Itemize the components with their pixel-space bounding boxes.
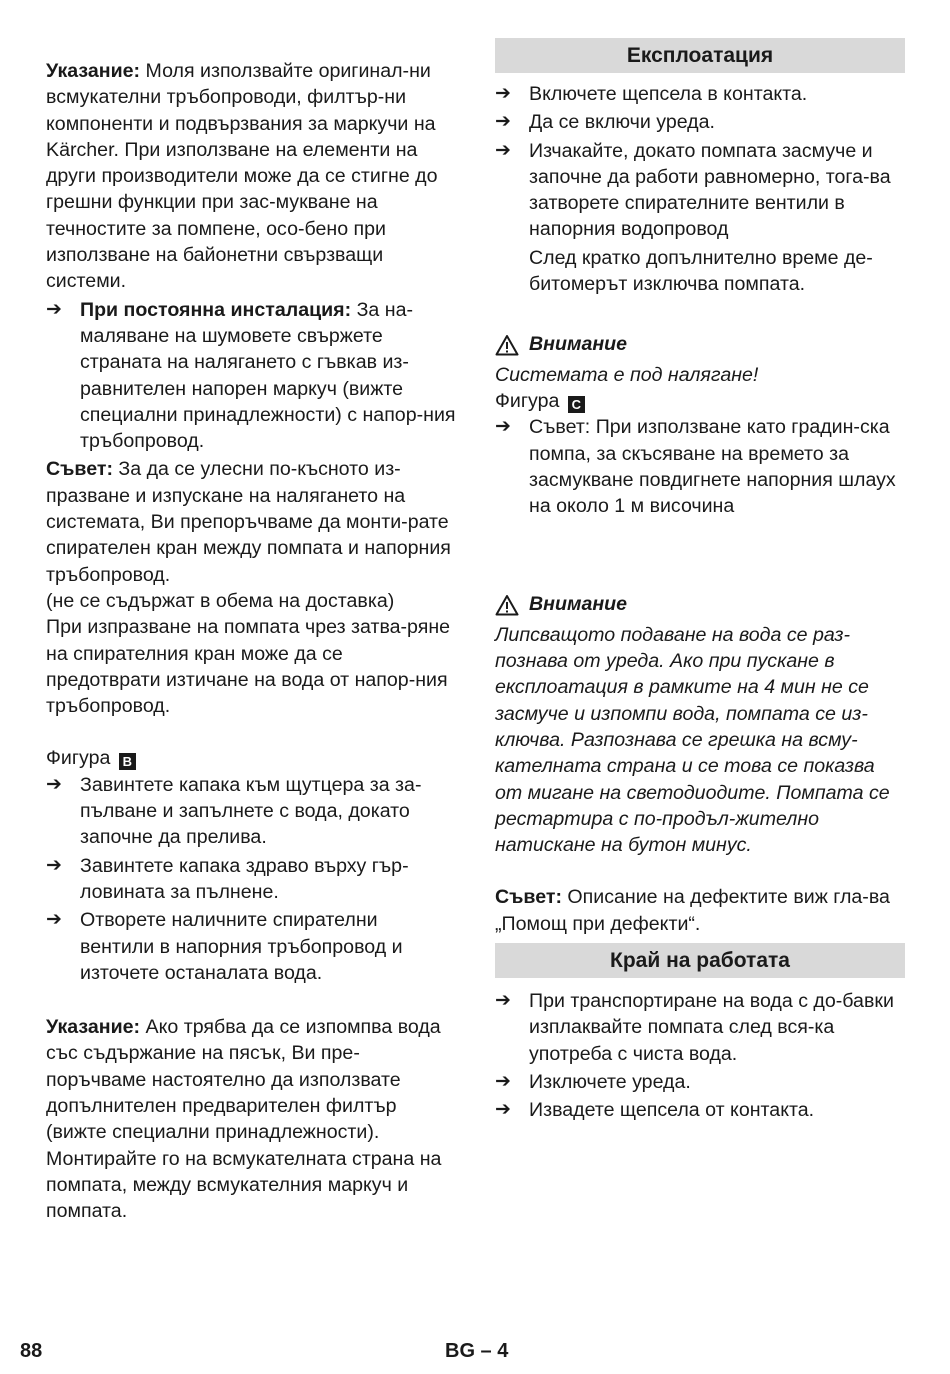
step-text: Включете щепсела в контакта. <box>529 83 808 105</box>
arrow-right-icon: ➔ <box>495 1070 511 1092</box>
figure-letter-badge: B <box>119 753 136 770</box>
right-column <box>495 38 905 1124</box>
arrow-right-icon: ➔ <box>495 416 511 438</box>
step-text: Изчакайте, докато помпата засмуче и започне да работи равномерно, тога-ва затворете спирателните вентили в напорния водопровод <box>529 139 891 241</box>
figure-reference <box>46 745 456 771</box>
list-item <box>46 907 456 986</box>
step-text: Завинтете капака към щутцера за за-пълване и запълнете с вода, докато започне да прелива. <box>80 773 422 849</box>
figure-reference <box>495 388 905 414</box>
step-text: Завинтете капака здраво върху гър-ловината за пълнене. <box>80 854 409 903</box>
note-paragraph <box>46 58 456 295</box>
step-text: При транспортиране на вода с до-бавки изплаквайте помпата след вся-ка употреба с чиста вода. <box>529 990 894 1065</box>
step-text: Изключете уреда. <box>529 1070 691 1093</box>
list-item <box>495 109 905 135</box>
tip-label: Съвет: <box>46 458 113 481</box>
install-list-item <box>46 297 456 455</box>
tip-text: Описание на дефектите виж гла-ва „Помощ при дефекти“. <box>495 886 890 935</box>
arrow-right-icon: ➔ <box>495 1099 511 1121</box>
tip-paragraph <box>495 884 905 937</box>
note-text: Ако трябва да се изпомпва вода със съдържание на пясък, Ви пре-поръчваме настоятелно да използвате допълнителен предварителен филтър (вижте специални принадлежности). Монтирайте го на всмукателната страна на помпата, между всмукателния маркуч и помпата. <box>46 1016 442 1223</box>
step-followup: След кратко допълнително време де-битомерът изключва помпата. <box>529 246 873 296</box>
tip-paren-text: (не се съдържат в обема на доставка) <box>46 589 395 612</box>
tip-paragraph <box>46 456 456 587</box>
warning-title: Внимание <box>529 593 628 616</box>
note-label: Указание: <box>46 60 141 82</box>
step-text: Извадете щепсела от контакта. <box>529 1099 815 1122</box>
tip-text: За да се улесни по-късното из-празване и изпускане на налягането на системата, Ви препоръчваме да монти-рате спирателен кран между помпата и напорния тръбопровод. <box>46 458 451 586</box>
arrow-right-icon: ➔ <box>46 773 62 795</box>
warning-heading <box>495 591 905 617</box>
note-paragraph <box>46 1014 456 1224</box>
tip-label: Съвет: <box>495 886 562 909</box>
warning-title: Внимание <box>529 333 628 356</box>
warning-text: Липсващото подаване на вода се раз-познава от уреда. Ако при пускане в експлоатация в рамките на 4 мин не се засмуче и изпомпи вода, помпата се из-ключва. Разпознава се грешка на всму-кателната страна и се това се показва от мигане на светодиодите. Помпата се рестартира с по-продъл-жително натискане на бутон минус. <box>495 623 890 857</box>
list-item <box>495 1069 905 1095</box>
step-text: Отворете наличните спирателни вентили в напорния тръбопровод и източете останалата вода. <box>80 909 403 984</box>
list-item <box>495 138 905 243</box>
note-text: Моля използвайте оригинал-ни всмукателни тръбопроводи, филтър-ни компоненти и подвързвания за маркучи на Kärcher. При използване на елементи на други производители може да се стигне до грешни функции при зас-мукване на течностите за помпене, осо-бено при използване на байонетни свързващи системи. <box>46 60 438 293</box>
list-item <box>495 414 905 519</box>
arrow-right-icon: ➔ <box>495 990 511 1012</box>
empty-paragraph: При изпразване на помпата чрез затва-ряне на спирателния кран може да се предотврати изтичане на вода от напор-ния тръбопровод. <box>46 616 451 718</box>
arrow-right-icon: ➔ <box>495 83 511 104</box>
list-item <box>46 853 456 906</box>
section-heading: Експлоатация <box>495 38 905 73</box>
step-text: Да се включи уреда. <box>529 111 715 134</box>
arrow-right-icon: ➔ <box>46 854 62 876</box>
arrow-right-icon: ➔ <box>46 909 62 931</box>
install-text: За на-маляване на шумовете свържете страната на налягането с гъвкав из-равнителен напорен маркуч (вижте специални принадлежности) с напор-ния тръбопровод. <box>80 298 456 453</box>
arrow-right-icon: ➔ <box>495 111 511 133</box>
figure-letter-badge: C <box>568 396 585 413</box>
figure-label: Фигура <box>46 747 111 770</box>
list-item <box>495 988 905 1067</box>
step-text: Съвет: При използване като градин-ска помпа, за скъсяване на времето за засмукване повдигнете напорния шлаух на около 1 м височина <box>529 416 896 518</box>
page-number: 88 <box>20 1340 43 1362</box>
list-item <box>495 81 905 107</box>
note-label: Указание: <box>46 1016 141 1039</box>
list-item <box>495 1097 905 1123</box>
warning-triangle-icon <box>495 594 519 616</box>
arrow-right-icon: ➔ <box>495 139 511 161</box>
arrow-right-icon: ➔ <box>46 298 62 320</box>
warning-text: Системата е под налягане! <box>495 363 759 386</box>
install-label: При постоянна инсталация: <box>80 298 352 321</box>
section-heading: Край на работата <box>495 943 905 978</box>
list-item <box>46 772 456 851</box>
left-column <box>46 38 456 1224</box>
warning-triangle-icon <box>495 334 519 356</box>
figure-label: Фигура <box>495 389 560 412</box>
section-code: BG – 4 <box>445 1340 509 1362</box>
warning-heading <box>495 331 905 357</box>
